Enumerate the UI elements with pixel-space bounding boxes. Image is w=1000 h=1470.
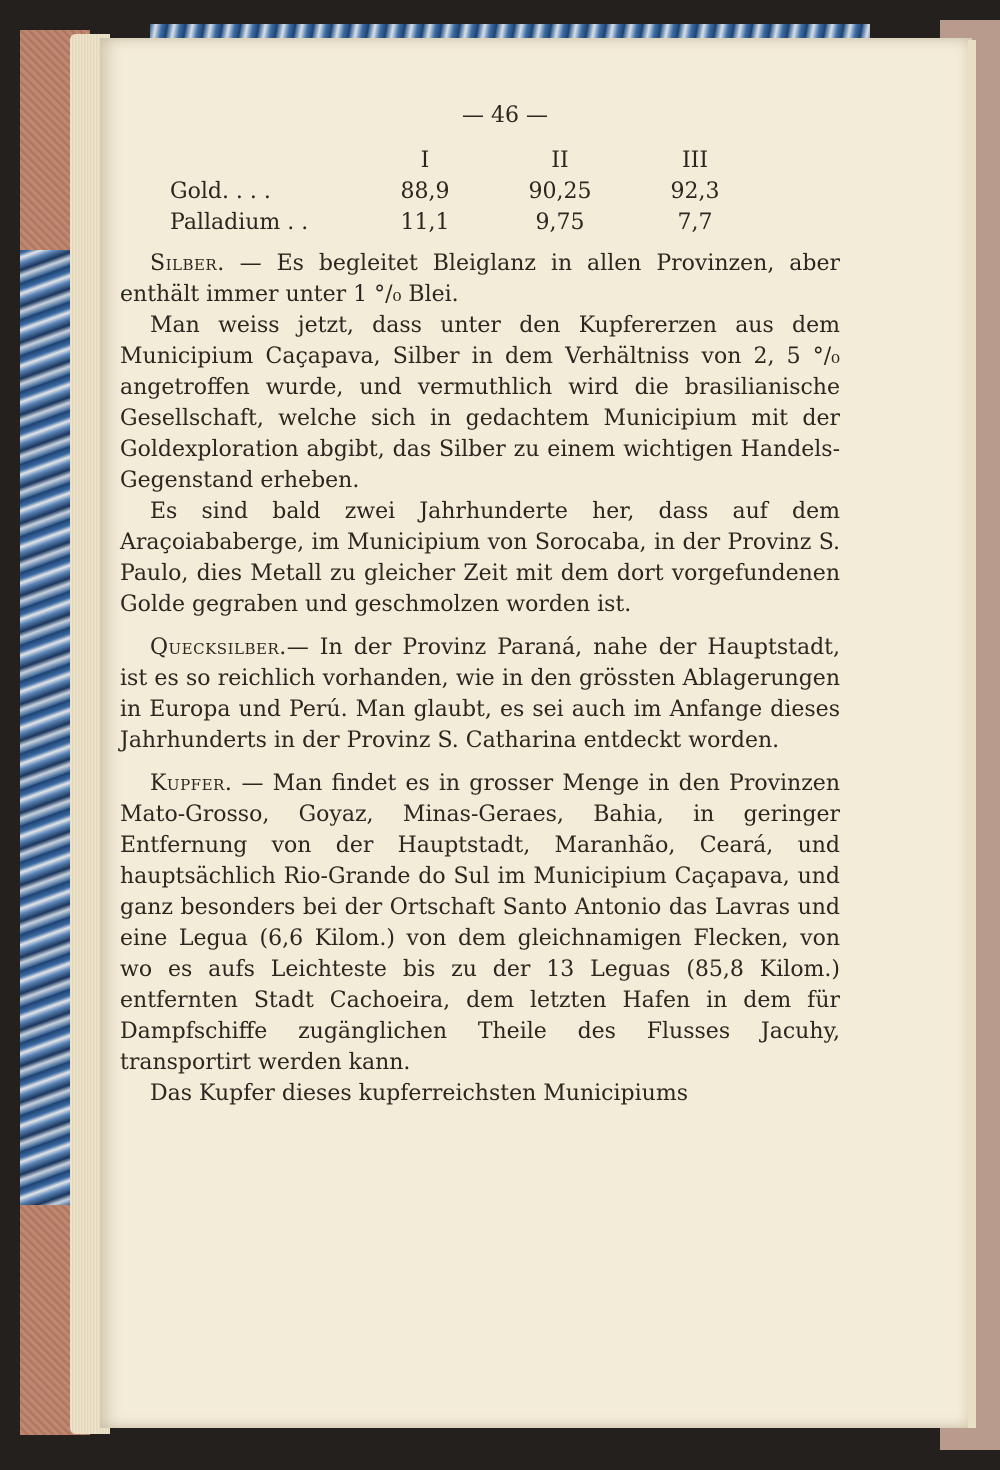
paragraph-text: — Es begleitet Bleiglanz in allen Provinzen, aber enthält immer unter 1 °/₀ Blei. [120,251,840,307]
row-value: 88,9 [400,179,450,204]
row-label: Gold. . . . [170,179,271,204]
paragraph-text: — In der Provinz Paraná, nahe der Hauptstadt, ist es so reichlich vorhanden, wie in den grössten Ablagerungen in Europa und Perú. Man glaubt, es sei auch im Anfange dieses Jahrhunderts in der Provinz S. Catharina entdeckt worden. [120,635,840,753]
page-text [120,100,840,1109]
section-heading-quecksilber: Quecksilber. [150,635,287,660]
section-heading-kupfer: Kupfer. [150,771,233,796]
paragraph-kupfer-2: Das Kupfer dieses kupferreichsten Municipiums [150,1081,688,1106]
row-value: 11,1 [400,210,450,235]
assay-table [170,145,760,238]
row-value: 9,75 [535,210,585,235]
paragraph-silber-2: Man weiss jetzt, dass unter den Kupfererzen aus dem Municipium Caçapava, Silber in dem Verhältniss von 2, 5 °/₀ angetroffen wurde, und vermuthlich wird die brasilianische Gesellschaft, welche sich in gedachtem Municipium mit der Goldexploration abgibt, das Silber zu einem wichtigen Handels-Gegenstand erheben. [120,313,840,493]
table-row [170,176,760,207]
paragraph-text: — Man findet es in grosser Menge in den Provinzen Mato-Grosso, Goyaz, Minas-Geraes, Bahia, in geringer Entfernung von der Hauptstadt, Maranhão, Ceará, und hauptsächlich Rio-Grande do Sul im Municipium Caçapava, und ganz besonders bei der Ortschaft Santo Antonio das Lavras und eine Legua (6,6 Kilom.) von dem gleichnamigen Flecken, von wo es aufs Leichteste bis zu der 13 Leguas (85,8 Kilom.) entfernten Stadt Cachoeira, dem letzten Hafen in dem für Dampfschiffe zugänglichen Theile des Flusses Jacuhy, transportirt werden kann. [120,771,840,1075]
assay-header-3: III [681,148,709,173]
row-value: 7,7 [677,210,713,235]
paragraph-kupfer-1 [120,768,840,1078]
paragraph-silber-3: Es sind bald zwei Jahrhunderte her, dass auf dem Araçoiababerge, im Municipium von Sorocaba, in der Provinz S. Paulo, dies Metall zu gleicher Zeit mit dem dort vorgefundenen Golde gegraben und geschmolzen worden ist. [120,499,840,617]
assay-header-2: II [551,148,569,173]
page-number: — 46 — [462,103,548,128]
row-label: Palladium . . [170,210,309,235]
section-heading-silber: Silber. [150,251,225,276]
row-value: 92,3 [670,179,720,204]
table-row [170,207,760,238]
assay-table-header [170,145,760,176]
page-edge-right [968,40,976,1428]
assay-header-label [170,145,360,176]
paragraph-silber-1 [120,248,840,310]
assay-header-1: I [420,148,430,173]
paragraph-quecksilber [120,632,840,756]
row-value: 90,25 [528,179,592,204]
